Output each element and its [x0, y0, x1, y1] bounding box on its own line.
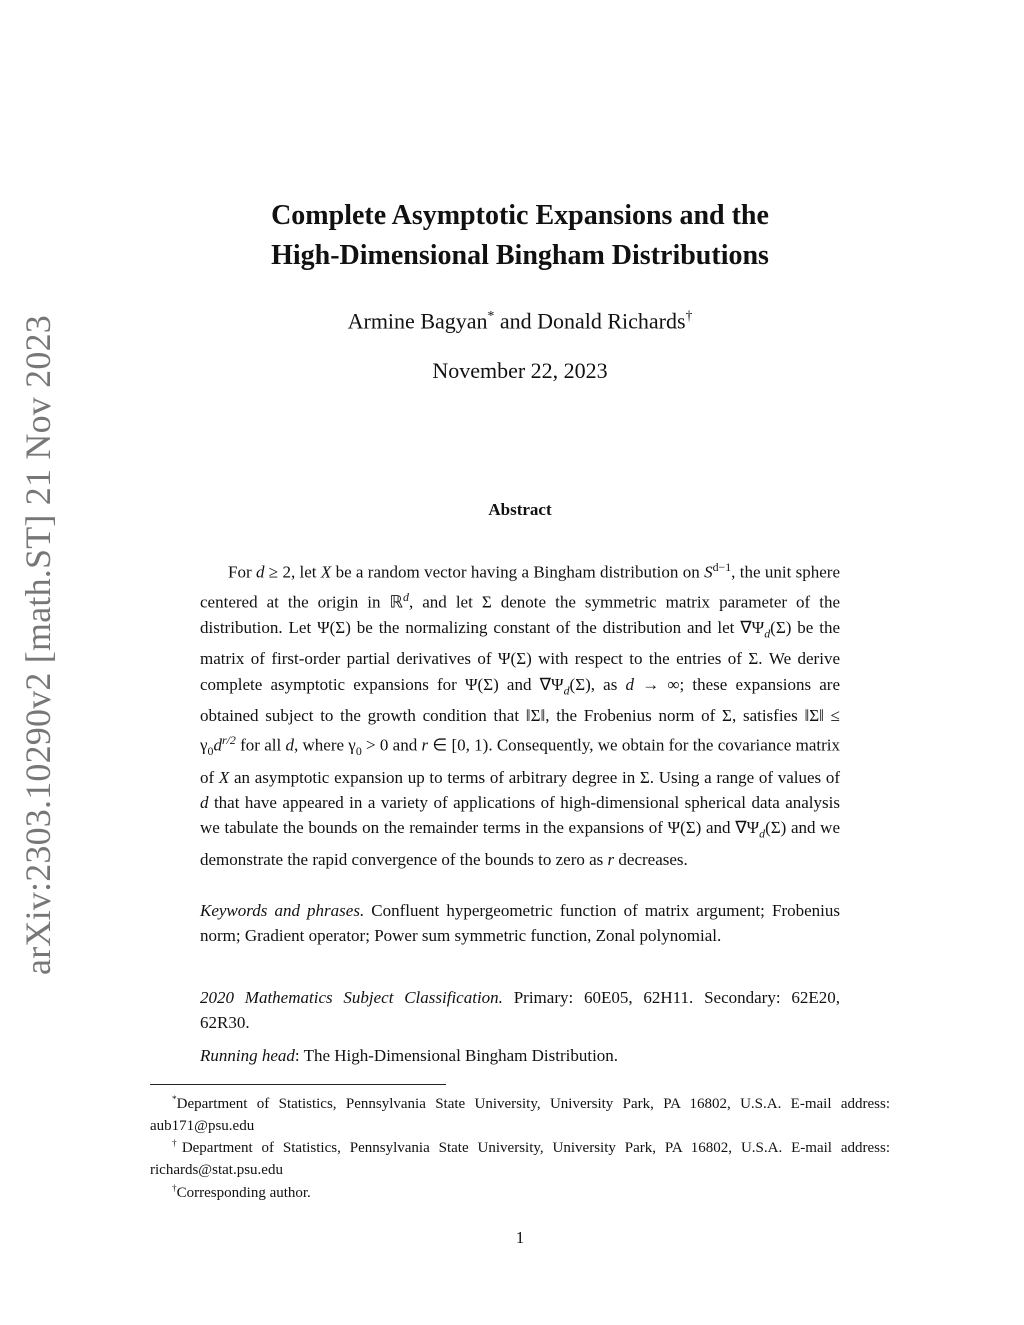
author-list [150, 308, 890, 334]
msc-label: 2020 Mathematics Subject Classification. [200, 988, 503, 1007]
footnote-rule [150, 1084, 446, 1085]
abstract-heading: Abstract [488, 500, 552, 519]
msc-text: Primary: 60E05, 62H11. Secondary: 62E20, 62R30. [200, 988, 840, 1033]
abstract-paragraph: For d ≥ 2, let X be a random vector having a Bingham distribution on $S^{d-1}$, the unit sphere centered at the origin in ℝ$^d$, and let Σ denote the symmetric matrix parameter of the distribution. Let Ψ(Σ) be the normalizing constant of the distribution and let $\nabla\Psi_d(\Sigma)$ be the matrix of first-order partial derivatives of Ψ(Σ) with respect to the entries of Σ. We derive complete asymptotic expansions for Ψ(Σ) and $\nabla\Psi_d(\Sigma)$, as d → ∞; these expansions are obtained subject to the growth condition that ‖Σ‖, the Frobenius norm of Σ, satisfies ‖Σ‖ ≤ $\gamma_0d^{r/2}$ for all d, where $\gamma_0 > 0$ and r ∈ [0, 1). Consequently, we obtain for the covariance matrix of X an asymptotic expansion up to terms of arbitrary degree in Σ. Using a range of values of d that have appeared in a variety of applications of high-dimensional spherical data analysis we tabulate the bounds on the remainder terms in the expansions of Ψ(Σ) and $\nabla\Psi_d(\Sigma)$ and we demonstrate the rapid convergence of the bounds to zero as r decreases. [200, 560, 841, 869]
keywords-paragraph [200, 898, 840, 948]
footnote-1-text: Department of Statistics, Pennsylvania State University, University Park, PA 16802, U.S.A. E-mail address: aub171@psu.edu [150, 1096, 890, 1134]
paper-title [150, 196, 890, 276]
keywords-label: Keywords and phrases. [200, 901, 365, 920]
footnote-3-text: Corresponding author. [176, 1185, 311, 1201]
page-number: 1 [515, 1228, 525, 1247]
abstract-body [200, 555, 840, 872]
msc-paragraph [200, 985, 840, 1035]
arxiv-side-identifier [13, 315, 63, 975]
running-head-label: Running head [200, 1046, 295, 1065]
footnote-2-mark: † [172, 1139, 182, 1149]
author-connector: and [494, 308, 538, 334]
footnote-1-mark: * [172, 1095, 177, 1105]
footnote-3-mark: † [172, 1184, 177, 1194]
running-head-paragraph [200, 1043, 840, 1068]
author-1-mark: * [487, 308, 495, 323]
author-2: Donald Richards [537, 308, 686, 334]
title-line-2: High-Dimensional Bingham Distributions [271, 240, 769, 271]
paper-date: November 22, 2023 [432, 358, 608, 383]
footnote-1 [150, 1089, 890, 1137]
author-2-mark: † [685, 308, 693, 323]
title-line-1: Complete Asymptotic Expansions and the [271, 200, 769, 231]
footnote-3 [150, 1178, 890, 1204]
arxiv-id-text: arXiv:2303.10290v2 [math.ST] 21 Nov 2023 [18, 315, 58, 975]
footnote-2 [150, 1133, 890, 1181]
footnote-2-text: Department of Statistics, Pennsylvania State University, University Park, PA 16802, U.S.A. E-mail address: richards@stat.psu.edu [150, 1140, 890, 1178]
running-head-text: : The High-Dimensional Bingham Distribution. [294, 1046, 619, 1065]
author-1: Armine Bagyan [347, 308, 488, 334]
keywords-text: Confluent hypergeometric function of matrix argument; Frobenius norm; Gradient operator; Power sum symmetric function, Zonal polynomial. [200, 901, 840, 946]
